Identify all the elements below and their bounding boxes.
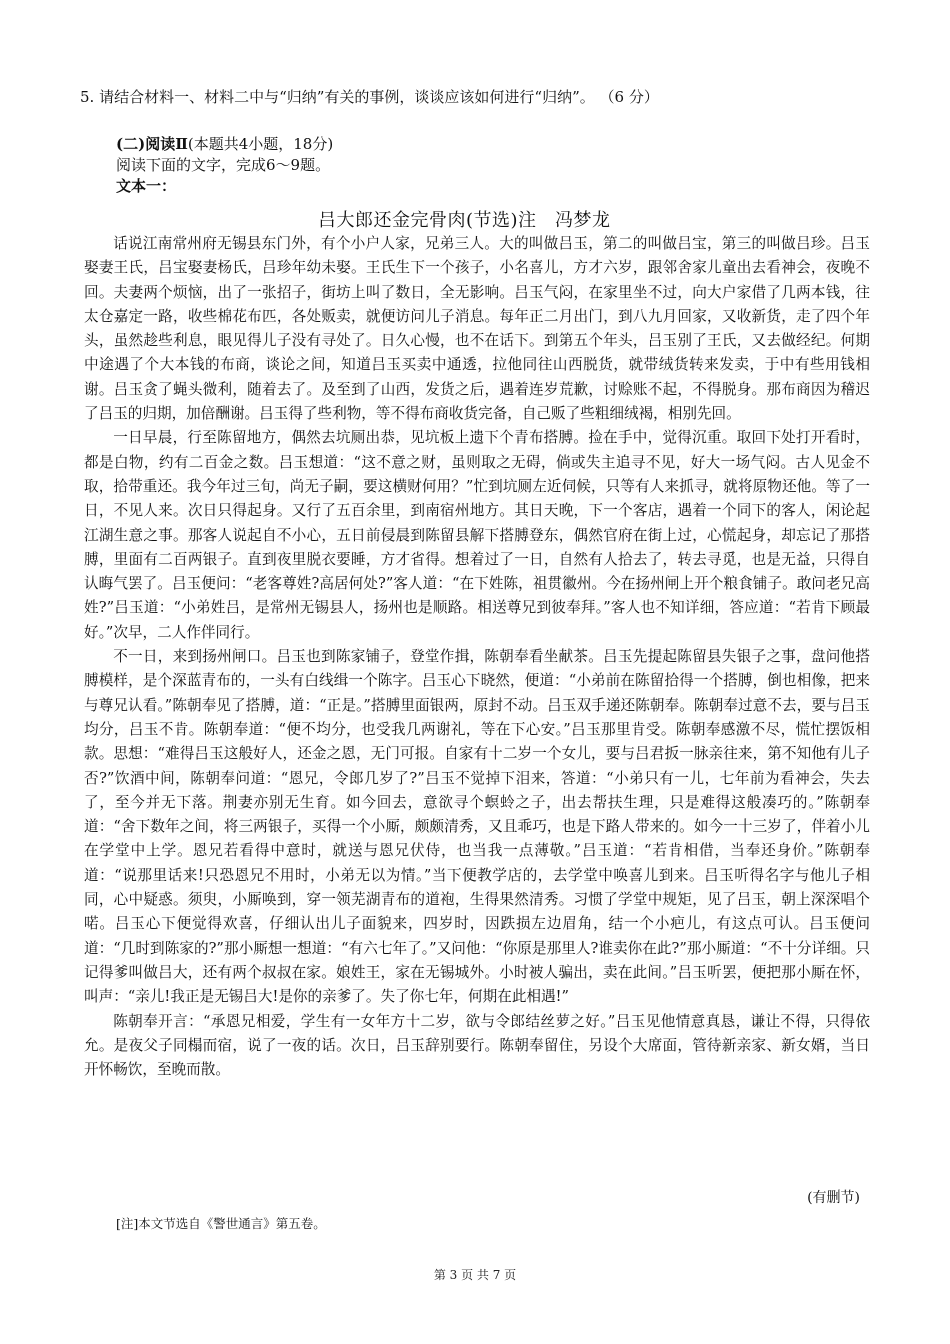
section-instruction: 阅读下面的文字，完成6～9题。 xyxy=(116,156,331,174)
section-heading: (二)阅读Ⅱ xyxy=(116,135,188,153)
paragraph: 不一日，来到扬州闸口。吕玉也到陈家铺子，登堂作揖，陈朝奉看坐献茶。吕玉先提起陈留县失银子之事，盘问他搭膊模样，是个深蓝青布的，一头有白线缉一个陈字。吕玉心下晓然，便道：“小弟前在陈留拾得一个搭膊，倒也相像，把来与尊兄认看。”陈朝奉见了搭膊，道：“正是。”搭膊里面银两，原封不动。吕玉双手递还陈朝奉。陈朝奉过意不去，要与吕玉均分，吕玉不肯。陈朝奉道：“便不均分，也受我几两谢礼，等在下心安。”吕玉那里肯受。陈朝奉感激不尽，慌忙摆饭相款。思想：“难得吕玉这般好人，还金之恩，无门可报。自家有十二岁一个女儿，要与吕君扳一脉亲往来，第不知他有儿子否?”饮酒中间，陈朝奉问道：“恩兄，令郎几岁了?”吕玉不觉掉下泪来，答道：“小弟只有一儿，七年前为看神会，失去了，至今并无下落。荆妻亦别无生育。如今回去，意欲寻个螟蛉之子，出去帮扶生理，只是难得这般凑巧的。”陈朝奉道：“舍下数年之间，将三两银子，买得一个小厮，颇颇清秀，又且乖巧，也是下路人带来的。如今一十三岁了，伴着小儿在学堂中上学。恩兄若看得中意时，就送与恩兄伏侍，也当我一点薄敬。”吕玉道：“若肯相借，当奉还身价。”陈朝奉道：“说那里话来!只恐恩兄不用时，小弟无以为情。”当下便教学店的，去学堂中唤喜儿到来。吕玉听得名字与他儿子相同，心中疑惑。须臾，小厮唤到，穿一领芜湖青布的道袍，生得果然清秀。习惯了学堂中规矩，见了吕玉，朝上深深唱个喏。吕玉心下便觉得欢喜，仔细认出儿子面貌来，四岁时，因跌损左边眉角，结一个小疤儿，有这点可认。吕玉便问道：“几时到陈家的?”那小厮想一想道：“有六七年了。”又问他：“你原是那里人?谁卖你在此?”那小厮道：“不十分详细。只记得爹叫做吕大，还有两个叔叔在家。娘姓王，家在无锡城外。小时被人骗出，卖在此间。”吕玉听罢，便把那小厮在怀，叫声：“亲儿!我正是无锡吕大!是你的亲爹了。失了你七年，何期在此相遇!” xyxy=(84,648,870,1006)
paragraph: 话说江南常州府无锡县东门外，有个小户人家，兄弟三人。大的叫做吕玉，第二的叫做吕宝，第三的叫做吕珍。吕玉娶妻王氏，吕宝娶妻杨氏，吕珍年幼未娶。王氏生下一个孩子，小名喜儿，方才六岁，跟邻舍家儿童出去看神会，夜晚不回。夫妻两个烦恼，出了一张招子，街坊上叫了数日，全无影响。吕玉气闷，在家里坐不过，向大户家借了几两本钱，往太仓嘉定一路，收些棉花布匹，各处贩卖，就便访问儿子消息。每年正二月出门，到八九月回家，又收新货，走了四个年头，虽然趁些利息，眼见得儿子没有寻处了。日久心慢，也不在话下。到第五个年头，吕玉别了王氏，又去做经纪。何期中途遇了个大本钱的布商，谈论之间，知道吕玉买卖中通透，拉他同往山西脱货，就带绒货转来发卖，于中有些用钱相谢。吕玉贪了蝇头微利，随着去了。及至到了山西，发货之后，遇着连岁荒歉，讨赊账不起，不得脱身。那布商因为稽迟了吕玉的归期，加倍酬谢。吕玉得了些利物，等不得布商收货完备，自己贩了些粗细绒褐，相别先回。 xyxy=(84,235,870,423)
page-footer: 第 3 页 共 7 页 xyxy=(433,1268,517,1282)
paragraph: 一日早晨，行至陈留地方，偶然去坑厕出恭，见坑板上遗下个青布搭膊。捡在手中，觉得沉重。取回下处打开看时，都是白物，约有二百金之数。吕玉想道：“这不意之财，虽则取之无碍，倘或失主追寻不见，好大一场气闷。古人见金不取，拾带重还。我今年过三旬，尚无子嗣，要这横财何用？”忙到坑厕左近伺候，只等有人来抓寻，就将原物还他。等了一日，不见人来。次日只得起身。又行了五百余里，到南宿州地方。其日天晚，下一个客店，遇着一个同下的客人，闲论起江湖生意之事。那客人说起自不小心，五日前侵晨到陈留县解下搭膊登东，偶然官府在街上过，心慌起身，却忘记了那搭膊，里面有二百两银子。直到夜里脱衣要睡，方才省得。想着过了一日，自然有人拾去了，转去寻觅，也是无益，只得自认晦气罢了。吕玉便问：“老客尊姓?高居何处?”客人道：“在下姓陈，祖贯徽州。今在扬州闸上开个粮食铺子。敢问老兄高姓?”吕玉道：“小弟姓吕，是常州无锡县人，扬州也是顺路。相送尊兄到彼奉拜。”客人也不知详细，答应道：“若肯下顾最好。”次早，二人作伴同行。 xyxy=(84,429,870,641)
section-header xyxy=(116,134,333,197)
footnote: [注]本文节选自《警世通言》第五卷。 xyxy=(116,1216,326,1231)
paragraph: 陈朝奉开言：“承恩兄相爱，学生有一女年方十二岁，欲与令郎结丝萝之好。”吕玉见他情意真恳，谦让不得，只得依允。是夜父子同榻而宿，说了一夜的话。次日，吕玉辞别要行。陈朝奉留住，另设个大席面，管待新亲家、新女婿，当日开怀畅饮，至晚而散。 xyxy=(84,1012,870,1079)
question-5: 5. 请结合材料一、材料二中与“归纳”有关的事例，谈谈应该如何进行“归纳”。 （6 分） xyxy=(80,88,659,106)
section-heading-line xyxy=(116,134,333,155)
abridged-note: (有删节) xyxy=(807,1190,860,1206)
section-info: (本题共4小题，18分) xyxy=(187,135,334,153)
article-title: 吕大郎还金完骨肉(节选)注 冯梦龙 xyxy=(318,210,611,231)
article-body xyxy=(84,232,870,1082)
text-label: 文本一： xyxy=(116,177,177,195)
